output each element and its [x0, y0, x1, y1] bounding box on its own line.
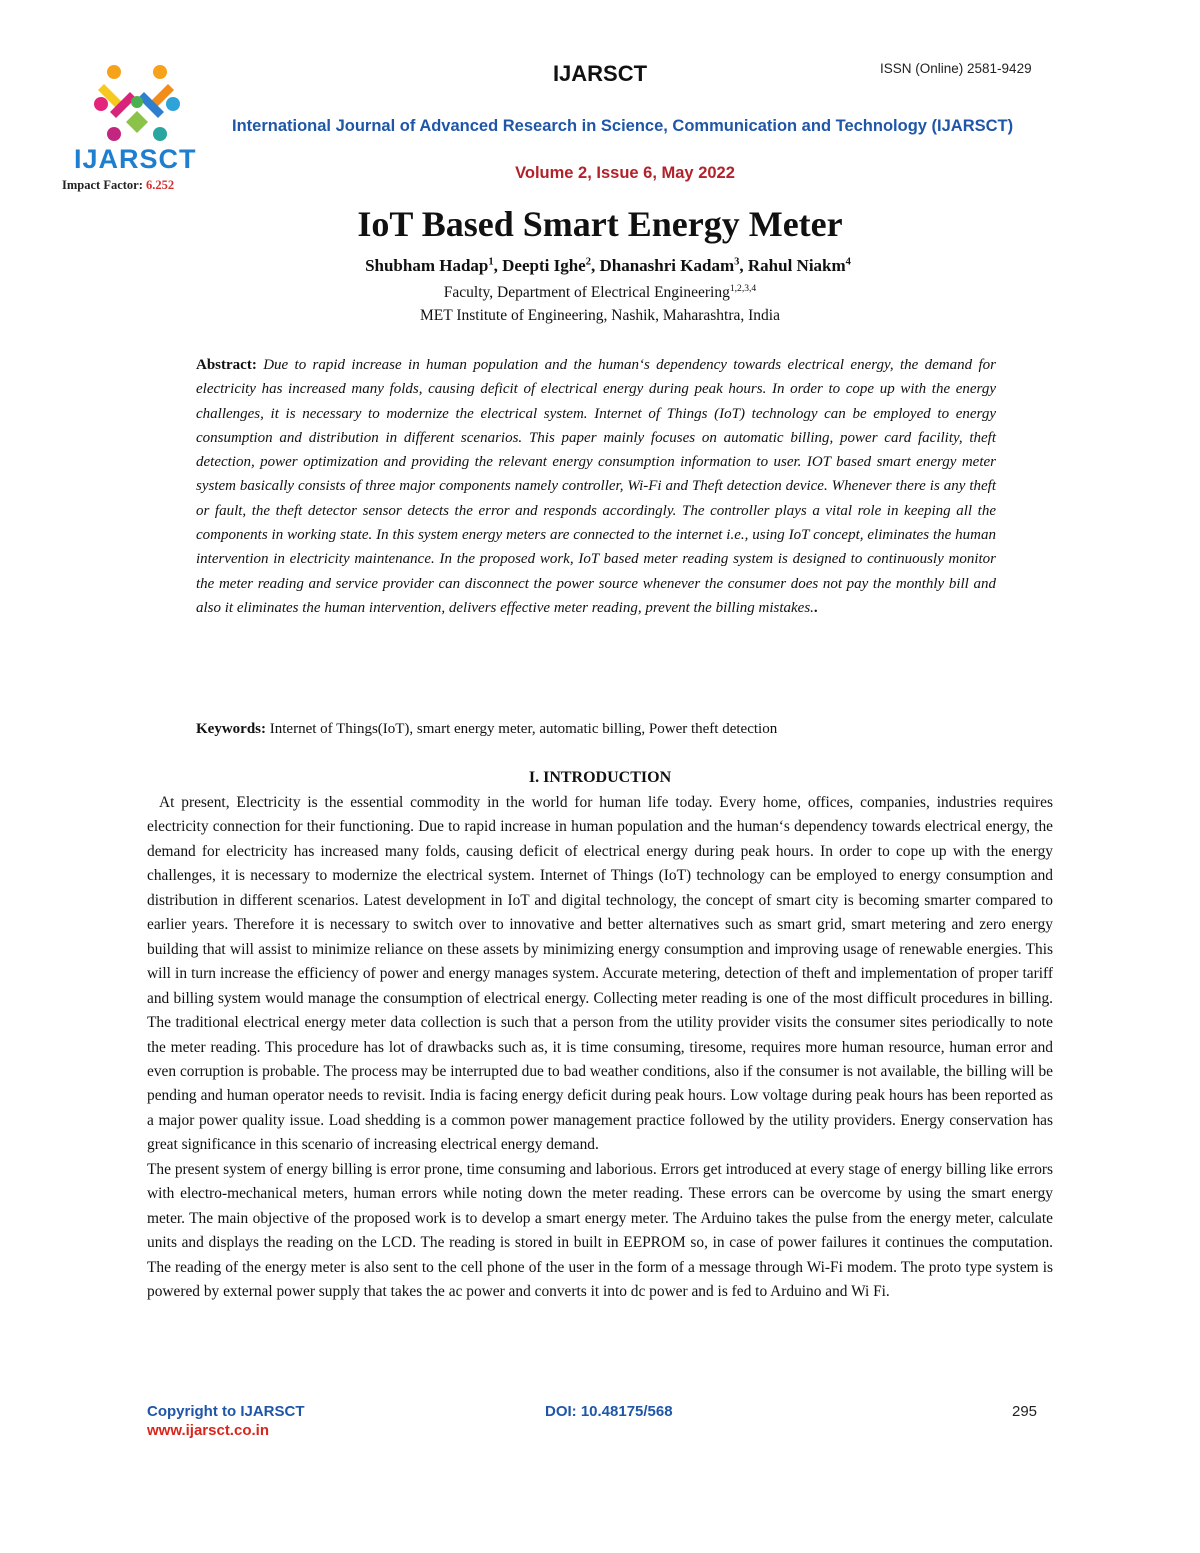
- author-list: Shubham Hadap$^1$, Deepti Ighe$^2$, Dhanashri Kadam$^3$, Rahul Niakm$^4$: [365, 256, 851, 275]
- section-heading: I. INTRODUCTION: [528, 769, 672, 786]
- paper-title: IoT Based Smart Energy Meter: [357, 204, 843, 244]
- keywords: [196, 721, 996, 738]
- keywords-label: Keywords:: [196, 721, 266, 737]
- author-name: Dhanashri Kadam: [599, 256, 735, 275]
- footer-copyright: Copyright to IJARSCT: [147, 1403, 305, 1420]
- affiliation-institute: MET Institute of Engineering, Nashik, Maharashtra, India: [420, 307, 780, 324]
- author-name: Rahul Niakm: [747, 256, 846, 275]
- intro-paragraph-1: At present, Electricity is the essential commodity in the world for human life today. Every home, offices, companies, industries requires electricity connection for their functioning. Due to rapid increase in human population and the human‘s dependency towards electrical energy, the demand for electricity has increased many folds, causing deficit of electrical energy during peak hours. In order to cope up with the energy challenges, it is necessary to modernize the electrical system. Internet of Things (IoT) technology can be employed to energy consumption and distribution in different scenarios. Latest development in IoT and digital technology, the concept of smart city is becoming smarter compared to earlier years. Therefore it is necessary to switch over to innovative and better alternatives such as smart grid, smart metering and zero energy building that will assist to minimize reliance on these assets by minimizing energy consumption and improving usage of renewable energies. This will in turn increase the efficiency of power and energy manages system. Accurate metering, detection of theft and implementation of proper tariff and billing system would manage the consumption of electrical energy. Collecting meter reading is one of the most difficult procedures in billing. The traditional electrical energy meter data collection is such that a person from the utility provider visits the consumer sites periodically to note the meter reading. This procedure has lot of drawbacks such as, it is time consuming, tiresome, requires more human resource, human error and even corruption is probable. The process may be interrupted due to bad weather conditions, also if the consumer is not available, the billing will be pending and human operator needs to revisit. India is facing energy deficit during peak hours. Low voltage during peak hours has been reported as a major power quality issue. Load shedding is a common power management practice followed by the utility providers. Energy conservation has great significance in this scenario of increasing electrical energy demand.: [147, 794, 1053, 1154]
- abstract-label: Abstract:: [196, 357, 257, 373]
- footer-website-link[interactable]: www.ijarsct.co.in: [147, 1422, 269, 1439]
- volume-issue: Volume 2, Issue 6, May 2022: [515, 164, 735, 182]
- affiliation-sup: 1,2,3,4: [729, 283, 757, 294]
- affiliation-text: Faculty, Department of Electrical Engineering: [443, 284, 730, 302]
- author-sup: 2: [585, 256, 591, 268]
- footer-doi[interactable]: DOI: 10.48175/568: [545, 1403, 673, 1420]
- author-sup: 4: [845, 256, 851, 268]
- author-sup: 1: [488, 256, 494, 268]
- author-name: Shubham Hadap: [365, 256, 489, 275]
- affiliation-department: [0, 283, 1200, 302]
- abstract-tail: .: [813, 599, 818, 616]
- keywords-text: Internet of Things(IoT), smart energy meter, automatic billing, Power theft detection: [269, 721, 778, 737]
- journal-short-name: IJARSCT: [552, 61, 648, 86]
- abstract-text: Due to rapid increase in human population and the human‘s dependency towards electrical energy, the demand for electricity has increased many folds, causing deficit of electrical energy during peak hours. In order to cope up with the energy challenges, it is necessary to modernize the electrical system. Internet of Things (IoT) technology can be employed to energy consumption and distribution in different scenarios. This paper mainly focuses on automatic billing, power card facility, theft detection, power optimization and providing the relevant energy consumption information to user. IOT based smart energy meter system basically consists of three major components namely controller, Wi-Fi and Theft detection device. Whenever there is any theft or fault, the theft detector sensor detects the error and responds accordingly. The controller plays a vital role in keeping all the components in working state. In this system energy meters are connected to the internet i.e., using IoT concept, eliminates the human intervention in electricity maintenance. In the proposed work, IoT based meter reading system is designed to continuously monitor the meter reading and service provider can disconnect the power source whenever the consumer does not pay the monthly bill and also it eliminates the human intervention, delivers effective meter reading, prevent the billing mistakes.: [196, 357, 996, 616]
- intro-paragraph-2: The present system of energy billing is error prone, time consuming and laborious. Errors get introduced at every stage of energy billing like errors with electro-mechanical meters, human errors while noting down the meter reading. These errors can be overcome by using the smart energy meter. The main objective of the proposed work is to develop a smart energy meter. The Arduino takes the pulse from the energy meter, calculate units and displays the reading on the LCD. The reading is stored in built in EEPROM so, in case of power failures it continues the computation. The reading of the energy meter is also sent to the cell phone of the user in the form of a message through Wi-Fi modem. The proto type system is powered by external power supply that takes the ac power and converts it into dc power and is fed to Arduino and Wi Fi.: [147, 1160, 1053, 1301]
- author-sup: 3: [734, 256, 740, 268]
- issn: ISSN (Online) 2581-9429: [880, 61, 1032, 76]
- abstract: [196, 353, 996, 620]
- logo-wordmark: IJARSCT: [74, 144, 197, 174]
- page-number: 295: [1012, 1403, 1038, 1420]
- impact-factor-label: Impact Factor:: [62, 178, 143, 192]
- journal-full-name: International Journal of Advanced Research in Science, Communication and Technology (IJARSCT): [232, 117, 1014, 135]
- introduction-body: [147, 791, 1053, 1305]
- author-name: Deepti Ighe: [502, 256, 586, 275]
- impact-factor-value: 6.252: [146, 178, 175, 192]
